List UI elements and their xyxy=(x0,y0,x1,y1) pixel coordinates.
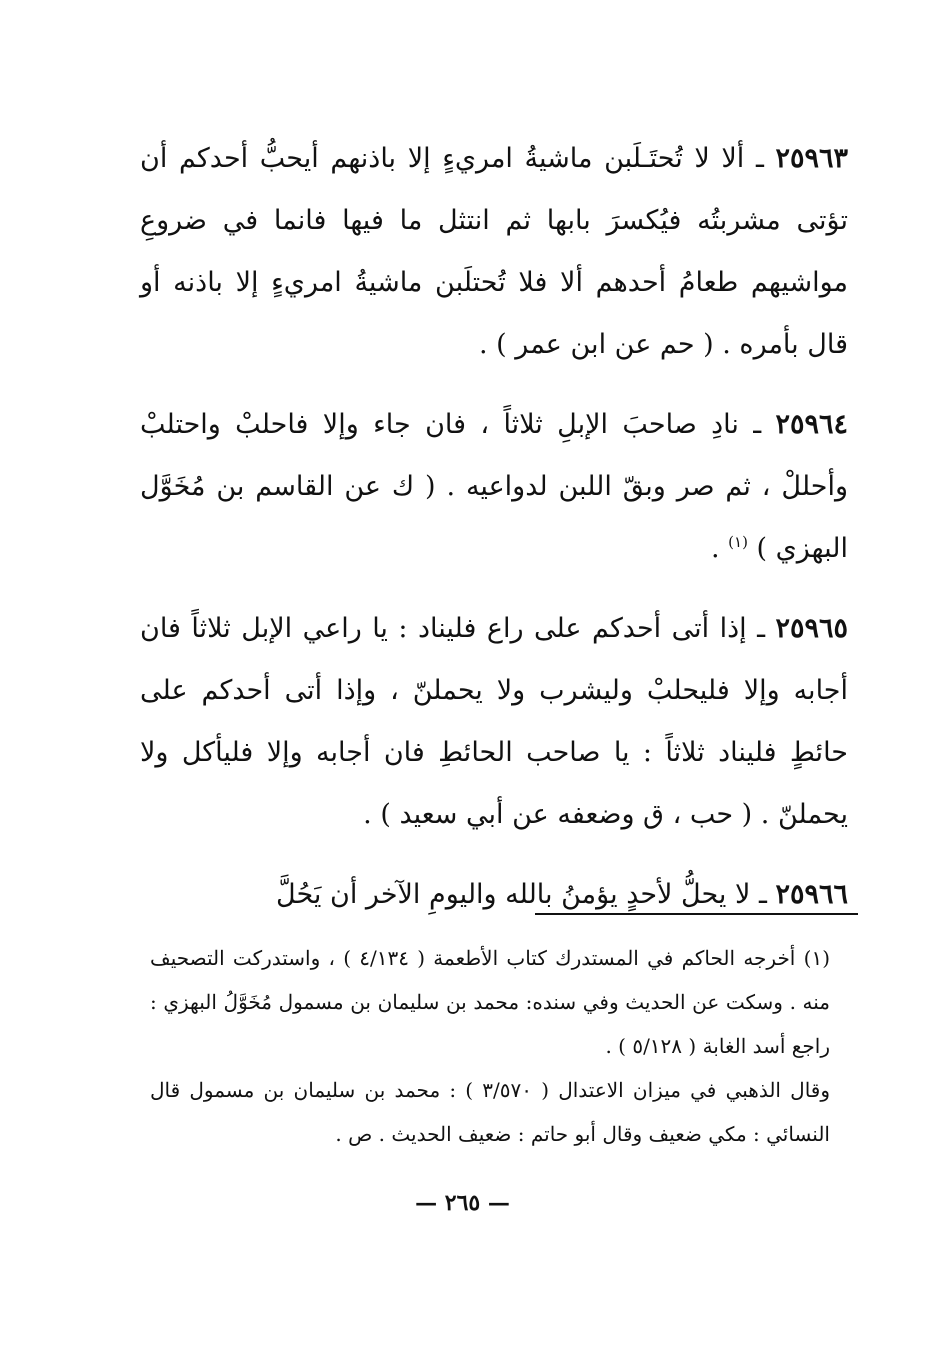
hadith-text: لا يحلُّ لأحدٍ يؤمنُ بالله واليومِ الآخر أن يَحُلَّ xyxy=(276,879,751,910)
hadith-separator: ـ xyxy=(746,613,776,644)
footnote-1: (١) أخرجه الحاكم في المستدرك كتاب الأطعمة ( ٤/١٣٤ ) ، واستدركت التصحيف منه . وسكت عن الحديث وفي سنده: محمد بن سليمان بن مسمول مُخَوَّلُ البهزي : راجع أسد الغابة ( ٥/١٢٨ ) . xyxy=(150,946,830,1058)
footnote-divider xyxy=(535,913,858,915)
footnotes xyxy=(150,936,830,1156)
hadith-text: نادِ صاحبَ الإبلِ ثلاثاً ، فان جاء وإلا فاحلبْ واحتلبْ وأحللْ ، ثم صر وبقّ اللبن لدواعيه . ( ك عن القاسم بن مُخَوَّل البهزي ) xyxy=(140,409,848,564)
hadith-25965 xyxy=(140,598,848,846)
hadith-25963 xyxy=(140,128,848,376)
hadith-separator: ـ xyxy=(738,409,776,440)
hadith-text: ألا لا تُحتَـلَبن ماشيةُ امريءٍ إلا باذنهم أيحبُّ أحدكم أن تؤتى مشربتُه فيُكسرَ بابها ثم انتثل ما فيها فانما في ضروعِ مواشيهم طعامُ أحدهم ألا فلا تُحتلَبن ماشيةُ امريءٍ إلا باذنه أو قال بأمره . ( حم عن ابن عمر ) . xyxy=(140,143,848,360)
hadith-25966 xyxy=(140,864,848,926)
hadith-separator: ـ xyxy=(744,143,776,174)
footnote-1-continuation: وقال الذهبي في ميزان الاعتدال ( ٣/٥٧٠ ) : محمد بن سليمان بن مسمول قال النسائي : مكي ضعيف وقال أبو حاتم : ضعيف الحديث . ص . xyxy=(150,1078,831,1146)
footnote-reference: (١) xyxy=(728,533,748,551)
page-number: — ٢٦٥ — xyxy=(415,1190,510,1216)
hadith-number: ٢٥٩٦٤ xyxy=(775,409,849,440)
hadith-number: ٢٥٩٦٣ xyxy=(775,143,848,174)
hadith-number: ٢٥٩٦٥ xyxy=(775,613,848,644)
hadith-list xyxy=(140,128,848,926)
hadith-separator: ـ xyxy=(750,879,776,910)
hadith-25964 xyxy=(140,394,848,580)
hadith-text: إذا أتى أحدكم على راع فليناد : يا راعي الإبل ثلاثاً فان أجابه وإلا فليحلبْ وليشرب ولا يحملنّ ، وإذا أتى أحدكم على حائطٍ فليناد ثلاثاً : يا صاحب الحائطِ فان أجابه وإلا فليأكل ولا يحملنّ . ( حب ، ق وضعفه عن أبي سعيد ) . xyxy=(140,613,848,830)
hadith-end: . xyxy=(710,533,729,564)
hadith-number: ٢٥٩٦٦ xyxy=(775,879,848,910)
